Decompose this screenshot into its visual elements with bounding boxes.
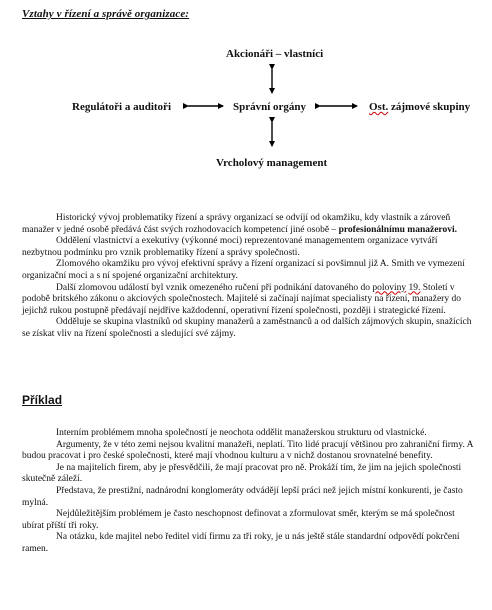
example-heading: Příklad (22, 393, 63, 407)
node-other-stakeholders-rest: zájmové skupiny (388, 101, 471, 113)
diagram-arrows (0, 0, 492, 200)
paragraph: Zlomového okamžiku pro vývoj efektivní správy a řízení organizací si povšimnul již A. Smith ve vymezení organizační moci a s ní spojené organizační architektury. (22, 259, 465, 281)
paragraph-bold-text: profesionálnímu manažerovi. (338, 224, 457, 235)
relationship-diagram (0, 0, 492, 200)
paragraph: Odděluje se skupina vlastníků od skupiny manažerů a zaměstnanců a od dalších zájmových skupin, snažících se získat vliv na řízení společnosti a sledující své zájmy. (22, 317, 472, 339)
document-title: Vztahy v řízení a správě organizace: (22, 8, 190, 20)
spell-flagged-word: poloviny (372, 282, 407, 293)
paragraph: Argumenty, že v této zemi nejsou kvalitní manažeři, neplatí. Tito lidé pracují většinou pro zahraniční firmy. A budou pracovat i pro české společnosti, které mají vhodnou kulturu a v nichž dostanou srovnatelné benefity. (22, 439, 474, 462)
history-section (22, 213, 474, 341)
node-shareholders: Akcionáři – vlastníci (226, 48, 324, 60)
node-regulators: Regulátoři a auditoři (72, 101, 171, 113)
node-governing-bodies: Správní orgány (233, 101, 307, 113)
paragraph: Představa, že prestižní, nadnárodní konglomeráty odvádějí lepší práci než jejich místní konkurenti, je často mylná. (22, 485, 463, 508)
paragraph: Nejdůležitějším problémem je často neschopnost definovat a zformulovat směr, kterým se má společnost ubírat příští tři roky. (22, 509, 455, 531)
paragraph: Oddělení vlastnictví a exekutivy (výkonné moci) reprezentované managementem organizace vytváří nezbytnou podmínku pro vznik problematiky řízení a správy společnosti. (22, 236, 438, 258)
paragraph-text: Století v podobě britského zákonu o akciových společnostech. Majitelé si začínají najímat specialisty na řízení, manažery do jejichž rukou postupně předávají nejdříve každodenní, operativní řízení společnosti, později i strategické řízení. (22, 282, 461, 316)
paragraph (22, 213, 474, 236)
paragraph: Je na majitelích firem, aby je přesvědčili, že mají pracovat pro ně. Prokáží tím, že jim na jejich společnosti skutečně záleží. (22, 462, 462, 485)
example-section (22, 428, 474, 556)
paragraph: Interním problémem mnoha společností je neochota oddělit manažerskou strukturu od vlastnické. (56, 428, 427, 438)
spell-flagged-word: 19. (408, 282, 421, 293)
paragraph-text: Historický vývoj problematiky řízení a správy organizací se odvíjí od okamžiku, kdy vlastník a zároveň manažer v jedné osobě předává část svých rozhodovacích kompetencí jiné osobě – (22, 213, 451, 235)
paragraph-text: Další zlomovou událostí byl vznik omezeného ručení při podnikání datovaného do (56, 282, 373, 293)
paragraph (22, 283, 474, 318)
paragraph: Na otázku, kde majitel nebo ředitel vidí firmu za tři roky, je u nás ještě stále standardní odpovědí pokrčení ramen. (22, 532, 460, 554)
spell-flagged-word: Ost. (369, 101, 389, 113)
node-top-management: Vrcholový management (216, 157, 328, 169)
